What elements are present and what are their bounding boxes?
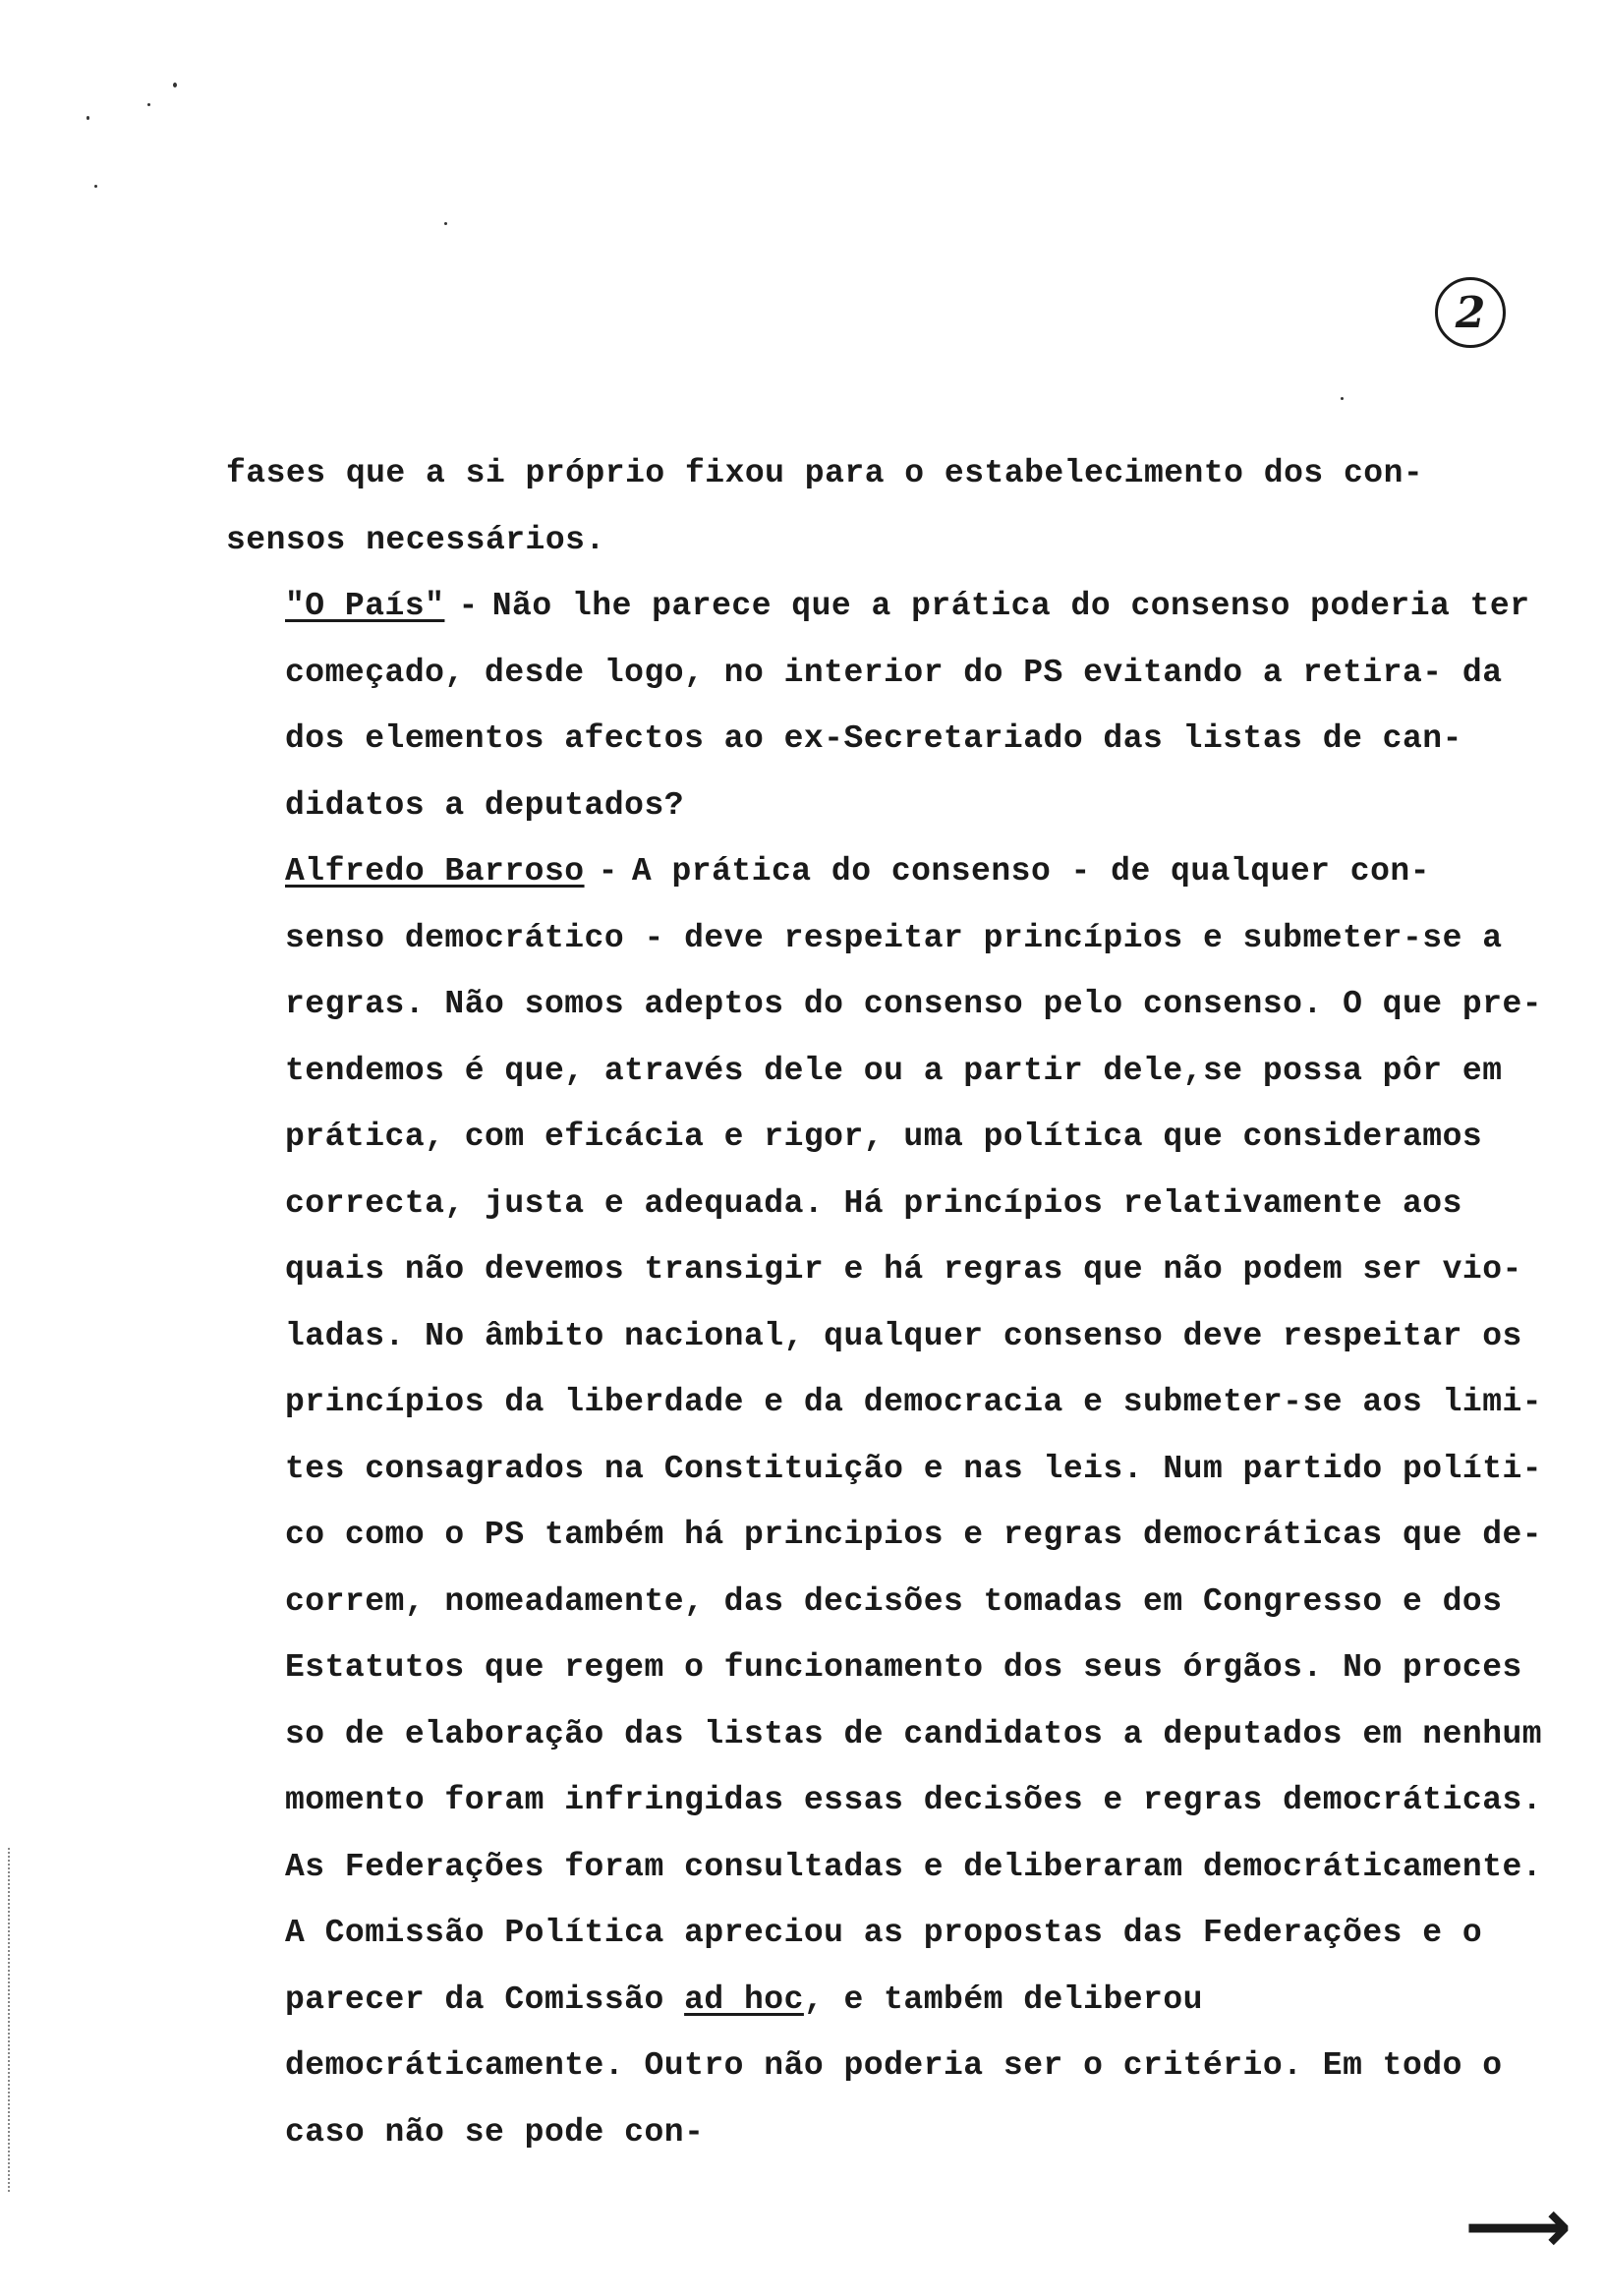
speaker-o-pais: "O País" xyxy=(285,588,445,624)
page-number xyxy=(1435,277,1506,348)
dash: - xyxy=(458,588,479,624)
continue-arrow-icon: ⟶ xyxy=(1464,2182,1572,2269)
paragraph-3-text: A prática do consenso - de qualquer con- senso democrático - deve respeitar princípios e submeter-se a regras. Não somos adeptos do consenso pelo consenso. O que pre- tendemos é que, através dele ou a partir dele,se possa pôr em prática, com eficácia e rigor, uma política que consideramos correcta, justa e adequada. Há princípios relativamente aos quais não devemos transigir e há regras que não podem ser vio- ladas. No âmbito nacional, qualquer consenso deve respeitar os princípios da liberdade e da democracia e submeter-se aos limi- tes consagrados na Constituição e nas leis. Num partido políti- co como o PS também há principios e regras democráticas que de- correm, nomeadamente, das decisões tomadas em Congresso e dos Estatutos que regem o funcionamento dos seus órgãos. No proces so de elaboração das listas de candidatos a deputados em nenhum momento foram infringidas essas decisões e regras democráticas. As Federações foram consultadas e deliberaram democráticamente. A Comissão Política apreciou as propostas das Federações e o parecer da Comissão xyxy=(285,853,1543,2018)
scan-speck xyxy=(173,83,177,87)
page-number-text: 2 xyxy=(1455,287,1486,338)
paragraph-2 xyxy=(226,573,1543,838)
scan-speck xyxy=(94,185,97,188)
scan-speck xyxy=(147,103,150,106)
paragraph-2-text: Não lhe parece que a prática do consenso poderia ter começado, desde logo, no interior do PS evitando a retira- da dos elementos afectos ao ex-Secretariado das listas de can- didatos a deputados? xyxy=(285,588,1530,824)
scan-speck xyxy=(444,222,447,225)
scan-speck xyxy=(86,116,89,120)
dash: - xyxy=(598,853,618,890)
speaker-alfredo-barroso: Alfredo Barroso xyxy=(285,853,585,890)
paragraph-1: fases que a si próprio fixou para o estabelecimento dos con- sensos necessários. xyxy=(226,455,1424,558)
paragraph-3 xyxy=(226,838,1543,2165)
scan-speck xyxy=(1341,397,1344,400)
document-body xyxy=(226,440,1543,2165)
scan-margin-mark xyxy=(8,1848,12,2192)
paragraph-3-text-end: , e também deliberou democráticamente. Outro não poderia ser o critério. Em todo o caso não se pode con- xyxy=(285,1980,1503,2151)
latin-ad-hoc: ad hoc xyxy=(684,1980,804,2018)
